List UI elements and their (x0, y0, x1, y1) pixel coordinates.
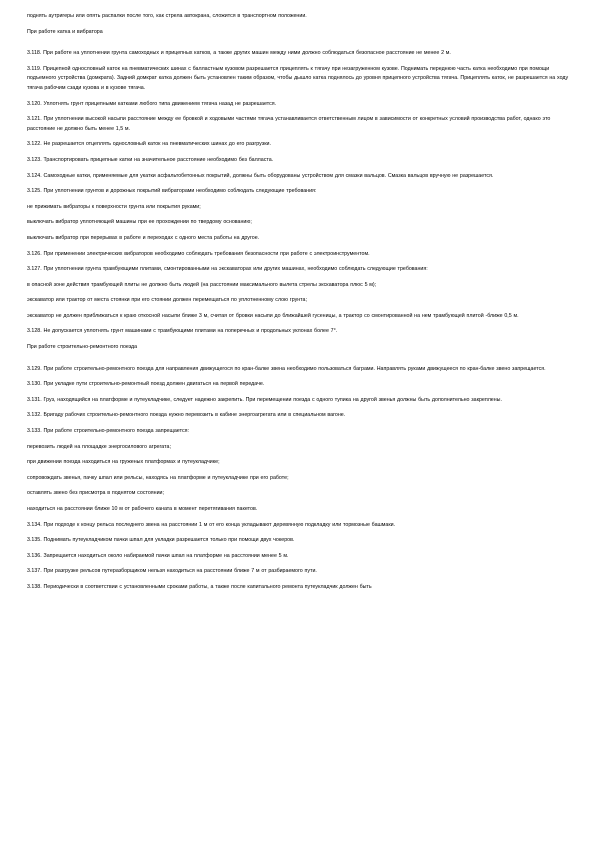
paragraph: 3.131. Груз, находящийся на платформе и путеукладчике, следует надежно закрепить. При перемещении поезда с одного тупика на другой звенья должны быть дополнительно закреплены. (27, 396, 502, 403)
paragraph: 3.134. При подходе к концу рельса последнего звена на расстоянии 1 м от его конца укладывают деревянную подкладку или тормозные башмаки. (27, 521, 396, 528)
paragraph: находиться на расстоянии ближе 10 м от рабочего каната в момент перетягивания пакетов. (27, 506, 258, 512)
paragraph: сопровождать звенья, пачку шпал или рельсы, находясь на платформе и путеукладчике при его работе; (27, 474, 289, 481)
paragraph: при движении поезда находиться на груженых платформах и путеукладчике; (27, 459, 220, 466)
paragraph: 3.138. Периодически в соответствии с установленными сроками работы, а также после капитального ремонта путеукладчик должен быть (27, 583, 372, 590)
paragraph: 3.130. При укладке пути строительно-ремонтный поезд должен двигаться на первой передаче. (27, 381, 265, 388)
paragraph: экскаватор или трактор от места стоянки при его стоянии должен перемещаться по уплотненному слою грунта; (27, 297, 307, 304)
paragraph: экскаватор не должен приближаться к краю откосной насыпи ближе 3 м, считая от бровки насыпи до ближайшей гусеницы, а трактор со смонтированной на нем трамбующей плитой -ближе 0,5 м. (27, 312, 519, 319)
paragraph: поднять аутригеры или опять распалки после того, как стрела автокрана, сложится в транспортном положении. (27, 13, 307, 19)
section-heading: При работе строительно-ремонтного поезда (27, 344, 138, 351)
paragraph: перевозить людей на площадке энергосилового агрегата; (27, 443, 171, 450)
paragraph: 3.128. Не допускается уплотнять грунт машинами с трамбующими плитами на поперечных и продольных уклонах более 7°. (27, 328, 338, 335)
paragraph: выключать вибратор уплотняющей машины при ее прохождении по твердому основанию; (27, 219, 252, 226)
paragraph: выключать вибратор при перерывах в работе и переходах с одного места работы на другое. (27, 234, 260, 241)
paragraph: 3.129. При работе строительно-ремонтного поезда для направления движущегося по кран-балке звена необходимо пользоваться баграми. Направлять руками движущееся по кран-балке звено запрещается. (27, 365, 546, 372)
paragraph: в опасной зоне действия трамбующей плиты не должно быть людей (на расстоянии максимального вылета стрелы экскаватора плюс 5 м); (27, 281, 377, 288)
paragraph: оставлять звено без присмотра в поднятом состоянии; (27, 490, 164, 497)
paragraph: 3.124. Самоходные катки, применяемые для укатки асфальтобетонных покрытий, должны быть оборудованы устройством для смазки вальцов. Смазка вальцов вручную не разрешается. (27, 172, 494, 179)
section-heading: При работе катка и вибратора (27, 28, 103, 35)
paragraph: 3.132. Бригаду рабочих строительно-ремонтного поезда нужно перевозить в кабине энергоагрегата или в специальном вагоне. (27, 412, 346, 419)
paragraph: 3.133. При работе строительно-ремонтного поезда запрещается: (27, 428, 189, 435)
paragraph: 3.119. Прицепной однословный каток на пневматических шинах с балластным кузовом разрешается прицеплять к тягачу при незагруженном кузове. Поднимать переднюю часть катка необходимо при помощи подъемного устройства (домкрата). Задний домкрат катка должен быть установлен таким образом, чтобы дышло катка поднялось до уровня прицепного устройства тягача. Прицеплять каток, не разрешается на ходу тягача рабочим сзади кузова и в кузове тягача. (27, 65, 569, 91)
paragraph: 3.127. При уплотнении грунта трамбующими плитами, смонтированными на экскаваторах или других машинах, необходимо соблюдать следующие требования: (27, 266, 428, 273)
paragraph: не прижимать вибраторы к поверхности грунта или покрытия руками; (27, 203, 201, 210)
paragraph: 3.136. Запрещается находиться около набираемой пачки шпал на платформе на расстоянии менее 5 м. (27, 552, 289, 559)
paragraph: 3.118. При работе на уплотнении грунта самоходных и прицепных катков, а также других машин между ними должно соблюдаться безопасное расстояние не менее 2 м. (27, 50, 451, 57)
paragraph: 3.123. Транспортировать прицепные катки на значительное расстояние необходимо без балласта. (27, 156, 274, 163)
paragraph: 3.137. При разгрузке рельсов путеразборщиком нельзя находиться на расстоянии ближе 7 м от разбираемого пути. (27, 568, 317, 575)
paragraph: 3.122. Не разрешается отцеплять однословный каток на пневматических шинах до его разгрузки. (27, 141, 271, 148)
paragraph: 3.120. Уплотнять грунт прицепными катками любого типа движением тягача назад не разрешается. (27, 100, 277, 107)
paragraph: 3.125. При уплотнении грунтов и дорожных покрытий вибраторами необходимо соблюдать следующие требования: (27, 188, 317, 195)
document-page (27, 12, 572, 599)
paragraph: 3.135. Поднимать путеукладчиком пачки шпал для укладки разрешается только при помощи двух чокеров. (27, 537, 295, 544)
paragraph: 3.126. При применении электрических вибраторов необходимо соблюдать требования безопасности при работе с электроинструментом. (27, 250, 370, 257)
paragraph: 3.121. При уплотнении высокой насыпи расстояние между ее бровкой и ходовыми частями тягача устанавливается ответственным лицом в зависимости от конкретных условий производства работ, однако это расстояние не должно быть менее 1,5 м. (27, 116, 551, 132)
